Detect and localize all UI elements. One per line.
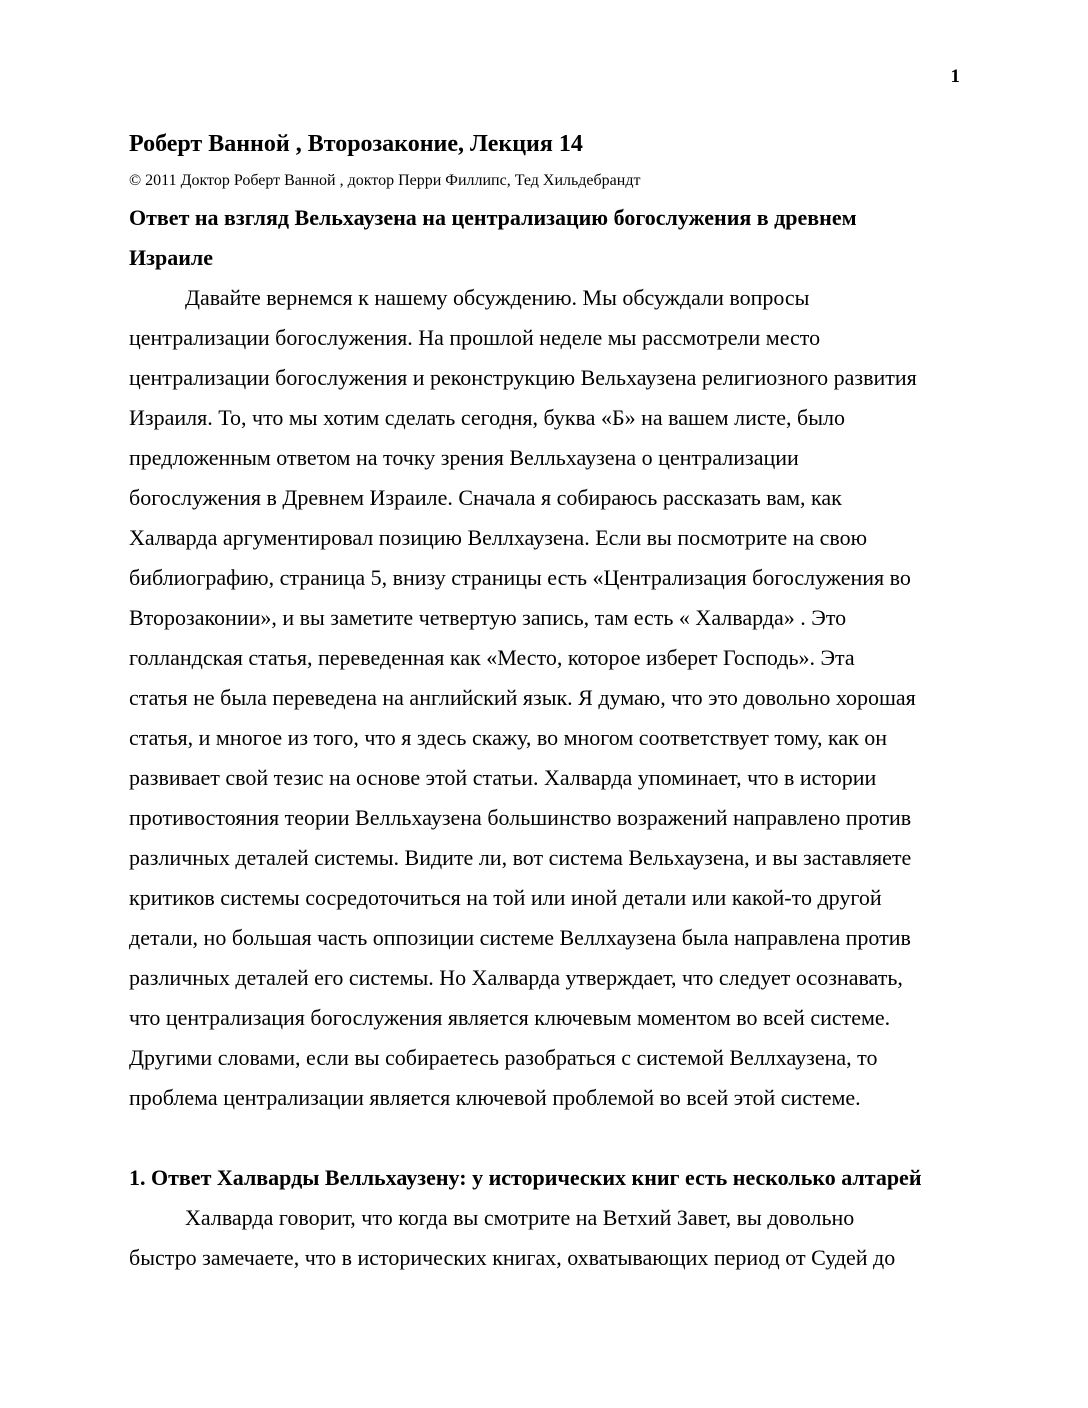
paragraph-line: Халварда говорит, что когда вы смотрите на Ветхий Завет, вы довольно [185,1205,855,1230]
paragraph-1 [129,278,969,1118]
document-title: Роберт Ванной , Второзаконие, Лекция 14 [129,131,583,157]
paragraph-line: Давайте вернемся к нашему обсуждению. Мы обсуждали вопросы [185,285,810,310]
paragraph-line: критиков системы сосредоточиться на той или иной детали или какой-то другой [129,885,882,910]
paragraph-line: Второзаконии», и вы заметите четвертую запись, там есть « Халварда» . Это [129,605,847,630]
subsection-heading: 1. Ответ Халварды Велльхаузену: у исторических книг есть несколько алтарей [129,1165,922,1190]
document-body [129,124,969,1278]
paragraph-line: статья, и многое из того, что я здесь скажу, во многом соответствует тому, как он [129,725,888,750]
paragraph-line: развивает свой тезис на основе этой статьи. Халварда упоминает, что в истории [129,765,877,790]
paragraph-line: богослужения в Древнем Израиле. Сначала я собираюсь рассказать вам, как [129,485,842,510]
paragraph-line: различных деталей системы. Видите ли, вот система Вельхаузена, и вы заставляете [129,845,912,870]
paragraph-line: Халварда аргументировал позицию Веллхаузена. Если вы посмотрите на свою [129,525,868,550]
copyright-line: © 2011 Доктор Роберт Ванной , доктор Перри Филлипс, Тед Хильдебрандт [129,172,641,189]
section-heading [129,198,969,278]
paragraph-line: проблема централизации является ключевой проблемой во всей этой системе. [129,1085,861,1110]
paragraph-line: централизации богослужения. На прошлой неделе мы рассмотрели место [129,325,821,350]
heading-line: Ответ на взгляд Вельхаузена на централизацию богослужения в древнем [129,205,857,230]
paragraph-line: предложенным ответом на точку зрения Велльхаузена о централизации [129,445,799,470]
paragraph-line: статья не была переведена на английский язык. Я думаю, что это довольно хорошая [129,685,916,710]
paragraph-line: Израиля. То, что мы хотим сделать сегодня, буква «Б» на вашем листе, было [129,405,845,430]
page-number: 1 [950,66,960,87]
paragraph-line: Другими словами, если вы собираетесь разобраться с системой Веллхаузена, то [129,1045,878,1070]
paragraph-line: детали, но большая часть оппозиции системе Веллхаузена была направлена против [129,925,911,950]
paragraph-line: библиографию, страница 5, внизу страницы есть «Централизация богослужения во [129,565,911,590]
paragraph-line: централизации богослужения и реконструкцию Вельхаузена религиозного развития [129,365,917,390]
paragraph-line: быстро замечаете, что в исторических книгах, охватывающих период от Судей до [129,1245,896,1270]
paragraph-2 [129,1198,969,1278]
paragraph-line: голландская статья, переведенная как «Место, которое изберет Господь». Эта [129,645,855,670]
paragraph-line: различных деталей его системы. Но Халварда утверждает, что следует осознавать, [129,965,903,990]
paragraph-line: что централизация богослужения является ключевым моментом во всей системе. [129,1005,891,1030]
paragraph-line: противостояния теории Велльхаузена большинство возражений направлено против [129,805,912,830]
heading-line: Израиле [129,245,213,270]
